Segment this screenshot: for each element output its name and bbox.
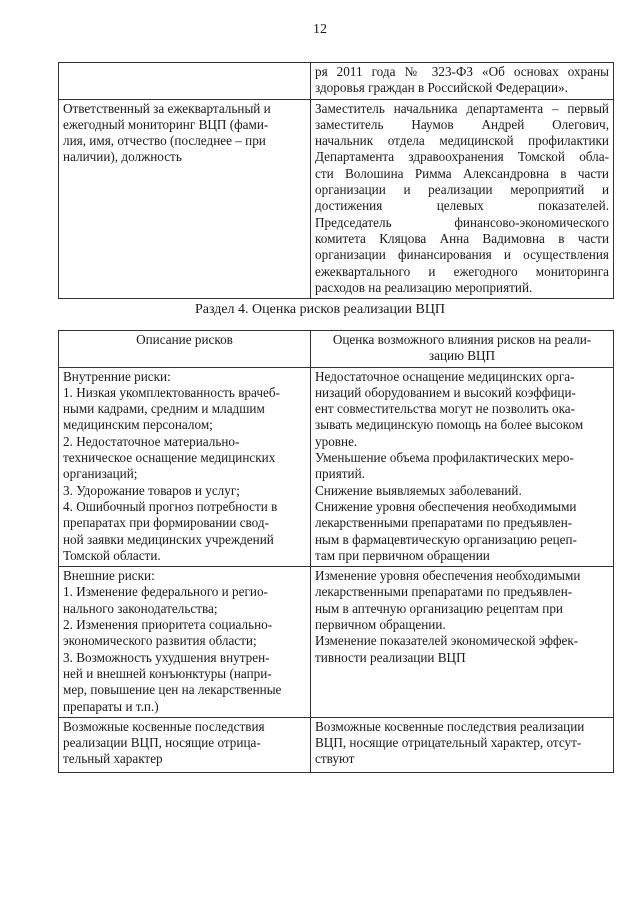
cell-line: ря 2011 года № 323-ФЗ «Об основах охраны xyxy=(315,64,609,79)
cell-line: мер, повышение цен на лекарственные xyxy=(63,682,282,698)
cell-line: начальник отдела медицинской профилактики xyxy=(315,133,609,149)
risk-description-cell xyxy=(59,331,311,368)
cell-line: Снижение уровня обеспечения необходимыми xyxy=(315,498,577,514)
cell-line: там при первичном обращении xyxy=(315,547,490,563)
cell-line: организаций; xyxy=(63,466,138,482)
responsibility-table xyxy=(58,62,614,299)
cell-line: 3. Возможность ухудшения внутрен- xyxy=(63,649,270,665)
risk-impact-cell xyxy=(311,99,614,299)
cell-line: нального законодательства; xyxy=(63,600,218,616)
cell-line: низаций оборудованием и высокий коэффици- xyxy=(315,384,576,400)
cell-line: наличии), должность xyxy=(63,149,182,165)
table-row xyxy=(59,63,614,100)
cell-line: Председатель финансово-экономического xyxy=(315,214,609,230)
risk-description-cell xyxy=(59,717,311,772)
cell-line: ным в аптечную организацию рецептам при xyxy=(315,600,563,616)
cell-line: Ответственный за ежеквартальный и xyxy=(63,100,271,116)
cell-line: Заместитель начальника департамента – первый xyxy=(315,100,609,116)
cell-line: Уменьшение объема профилактических меро- xyxy=(315,450,574,466)
cell-line: 1. Изменение федерального и регио- xyxy=(63,584,268,600)
cell-line: ежеквартального и ежегодного мониторинга xyxy=(315,263,609,279)
risk-impact-cell xyxy=(311,331,614,368)
cell-line: тивности реализации ВЦП xyxy=(315,649,466,665)
cell-line: достижения целевых показателей. xyxy=(315,198,609,214)
cell-line: Внешние риски: xyxy=(63,568,155,584)
cell-line: лекарственными препаратами по предъявлен- xyxy=(315,584,573,600)
cell-line: 3. Удорожание товаров и услуг; xyxy=(63,482,240,498)
cell-line: сти Волошина Римма Александровна в части xyxy=(315,165,609,181)
cell-line: препаратах при формировании свод- xyxy=(63,515,269,531)
risk-description-cell xyxy=(59,99,311,299)
cell-line: организации и реализации мероприятий и xyxy=(315,182,609,198)
table-row xyxy=(59,567,614,718)
cell-line: ными кадрами, средним и младшим xyxy=(63,401,265,417)
cell-line: расходов на реализацию мероприятий. xyxy=(315,279,533,295)
risk-description-cell xyxy=(59,567,311,718)
table-header-row xyxy=(59,331,614,368)
cell-line: 1. Низкая укомплектованность врачеб- xyxy=(63,384,280,400)
cell-line: ежегодный мониторинг ВЦП (фами- xyxy=(63,116,269,132)
risk-impact-cell xyxy=(311,567,614,718)
cell-line: Снижение выявляемых заболеваний. xyxy=(315,482,522,498)
risk-description-cell xyxy=(59,367,311,567)
risk-impact-cell xyxy=(311,367,614,567)
cell-line: Недостаточное оснащение медицинских орга- xyxy=(315,368,575,384)
cell-line: лия, имя, отчество (последнее – при xyxy=(63,133,266,149)
cell-line: ней и внешней конъюнктуры (напри- xyxy=(63,665,272,681)
cell-line: приятий. xyxy=(315,466,365,482)
cell-line: комитета Кляцова Анна Вадимовна в части xyxy=(315,230,609,246)
cell-line: уровне. xyxy=(315,433,358,449)
cell-line: зывать медицинскую помощь на более высоком xyxy=(315,417,584,433)
cell-line: Описание рисков xyxy=(136,332,233,347)
cell-line: Изменение уровня обеспечения необходимыми xyxy=(315,568,581,584)
cell-line: лекарственными препаратами по предъявлен- xyxy=(315,515,573,531)
cell-line: здоровья граждан в Российской Федерации». xyxy=(315,80,568,96)
risk-description-cell xyxy=(59,63,311,100)
cell-line: Возможные косвенные последствия xyxy=(63,718,265,734)
cell-line: Изменение показателей экономической эффек- xyxy=(315,633,579,649)
cell-line: зацию ВЦП xyxy=(428,348,496,364)
cell-line: экономического развития области; xyxy=(63,633,257,649)
cell-line: Возможные косвенные последствия реализации xyxy=(315,718,585,734)
cell-line: препараты и т.п.) xyxy=(63,698,159,714)
cell-line: 2. Изменения приоритета социально- xyxy=(63,617,273,633)
cell-line: организации финансирования и осуществления xyxy=(315,247,609,263)
cell-line: техническое оснащение медицинских xyxy=(63,450,276,466)
risk-assessment-table xyxy=(58,330,614,773)
cell-line: ной заявки медицинских учреждений xyxy=(63,531,274,547)
cell-line: ент совместительства могут не позволить ока- xyxy=(315,401,576,417)
cell-line: 2. Недостаточное материально- xyxy=(63,433,240,449)
cell-line: заместитель Наумов Андрей Олегович, xyxy=(315,116,609,132)
table-row xyxy=(59,367,614,567)
section-title: Раздел 4. Оценка рисков реализации ВЦП xyxy=(194,302,446,317)
table-row xyxy=(59,717,614,772)
cell-line: Внутренние риски: xyxy=(63,368,171,384)
cell-line: реализации ВЦП, носящие отрица- xyxy=(63,735,261,751)
cell-line: 4. Ошибочный прогноз потребности в xyxy=(63,498,278,514)
risk-impact-cell xyxy=(311,63,614,100)
cell-line: медицинским персоналом; xyxy=(63,417,213,433)
cell-line: первичном обращении. xyxy=(315,617,446,633)
cell-line: ным в фармацевтическую организацию рецеп- xyxy=(315,531,577,547)
table-row xyxy=(59,99,614,299)
cell-line: ствуют xyxy=(315,751,355,767)
page-number: 12 xyxy=(313,22,327,37)
risk-impact-cell xyxy=(311,717,614,772)
cell-line: Томской области. xyxy=(63,547,161,563)
cell-line: Департамента здравоохранения Томской обла- xyxy=(315,149,609,165)
cell-line: ВЦП, носящие отрицательный характер, отсут- xyxy=(315,735,582,751)
cell-line: Оценка возможного влияния рисков на реали- xyxy=(332,332,592,347)
cell-line: тельный характер xyxy=(63,751,163,767)
